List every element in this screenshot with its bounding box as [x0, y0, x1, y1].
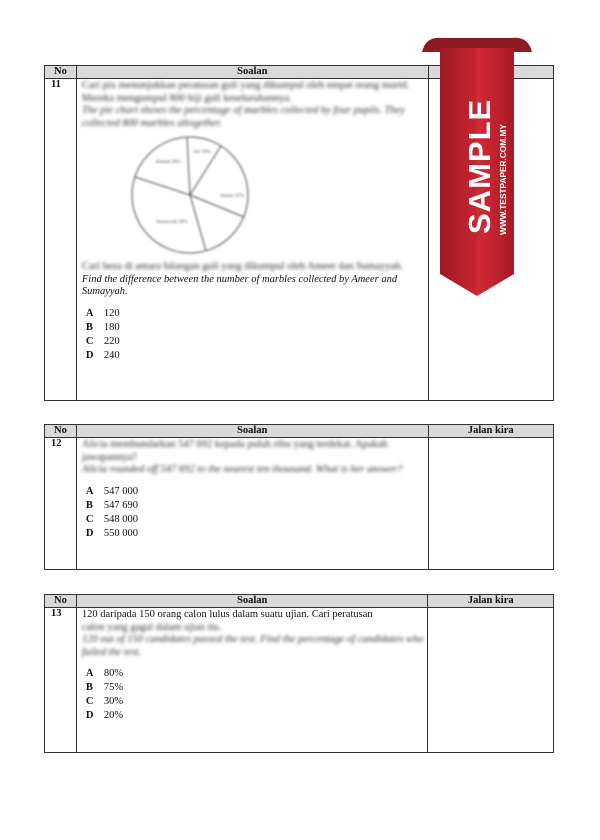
question-body: [76, 608, 428, 753]
option-b[interactable]: B 547 690: [85, 499, 139, 511]
pie-label: Ahmad 20%: [155, 160, 181, 165]
option-b[interactable]: B 180: [85, 321, 120, 333]
header-jalan-kira: Jalan kira: [428, 595, 554, 608]
question-body: [76, 79, 428, 401]
question-12-table: [44, 424, 554, 570]
header-no: No: [45, 595, 77, 608]
option-c[interactable]: C 30%: [85, 696, 124, 707]
option-d[interactable]: D 240: [85, 349, 120, 361]
working-cell[interactable]: [428, 608, 554, 753]
question-number: 11: [45, 79, 77, 401]
answer-options: [82, 307, 424, 363]
answer-options: [82, 667, 424, 723]
blurred-malay-text-2: Cari beza di antara bilangan guli yang dikumpul oleh Ameer dan Sumayyah.: [81, 261, 404, 272]
question-number: 13: [45, 608, 77, 753]
option-b[interactable]: B 75%: [85, 682, 124, 693]
malay-question-text: 120 daripada 150 orang calon lulus dalam suatu ujian. Cari peratusan: [81, 609, 373, 620]
header-jalan-kira: Jalan kira: [428, 425, 554, 438]
pie-divider: [135, 177, 190, 195]
pie-divider: [190, 195, 206, 251]
header-soalan: Soalan: [76, 595, 428, 608]
ribbon-title: SAMPLE: [462, 98, 497, 234]
blurred-malay-text: Cari pix menunjukkan peratusan guli yang dikumpul oleh empat orang murid. Mereka mengumpul 800 biji guli keseluruhannya.: [81, 80, 410, 104]
question-body: [76, 438, 428, 570]
header-soalan: Soalan: [76, 425, 428, 438]
english-question-text: Find the difference between the number of marbles collected by Ameer and Sumayyah.: [81, 273, 398, 297]
option-a[interactable]: A 120: [85, 307, 120, 319]
blurred-english-text: Alicia rounded off 547 692 to the nearest ten thousand. What is her answer?: [81, 464, 403, 475]
pie-chart: [82, 133, 424, 261]
answer-options: [82, 485, 424, 541]
header-soalan: Soalan: [76, 66, 428, 79]
pie-label: Sumayyah 30%: [156, 220, 188, 225]
blurred-english-text: 120 out of 150 candidates passed the test. Find the percentage of candidates who failed the test.: [81, 634, 424, 658]
pie-divider: [187, 137, 190, 195]
ribbon-url: WWW.TESTPAPER.COM.MY: [498, 124, 508, 235]
question-number: 12: [45, 438, 77, 570]
header-no: No: [45, 66, 77, 79]
option-c[interactable]: C 220: [85, 335, 120, 347]
question-13-table: [44, 594, 554, 753]
blurred-malay-text: Alicia membundarkan 547 692 kepada puluh ribu yang terdekat. Apakah jawapannya?: [81, 439, 388, 463]
working-cell[interactable]: [428, 438, 554, 570]
option-a[interactable]: A 80%: [85, 668, 124, 679]
sample-ribbon-watermark: [418, 34, 536, 302]
blurred-english-text: The pie chart shows the percentage of marbles collected by four pupils. They collected 800 marbles altogether.: [81, 105, 405, 129]
option-d[interactable]: D 20%: [85, 710, 124, 721]
pie-label: Siti 10%: [193, 150, 211, 155]
option-d[interactable]: D 550 000: [85, 527, 139, 539]
blurred-malay-text: calon yang gagal dalam ujian itu.: [81, 621, 222, 633]
pie-label: Ameer 25%: [219, 194, 244, 199]
header-no: No: [45, 425, 77, 438]
option-c[interactable]: C 548 000: [85, 513, 139, 525]
option-a[interactable]: A 547 000: [85, 485, 139, 497]
